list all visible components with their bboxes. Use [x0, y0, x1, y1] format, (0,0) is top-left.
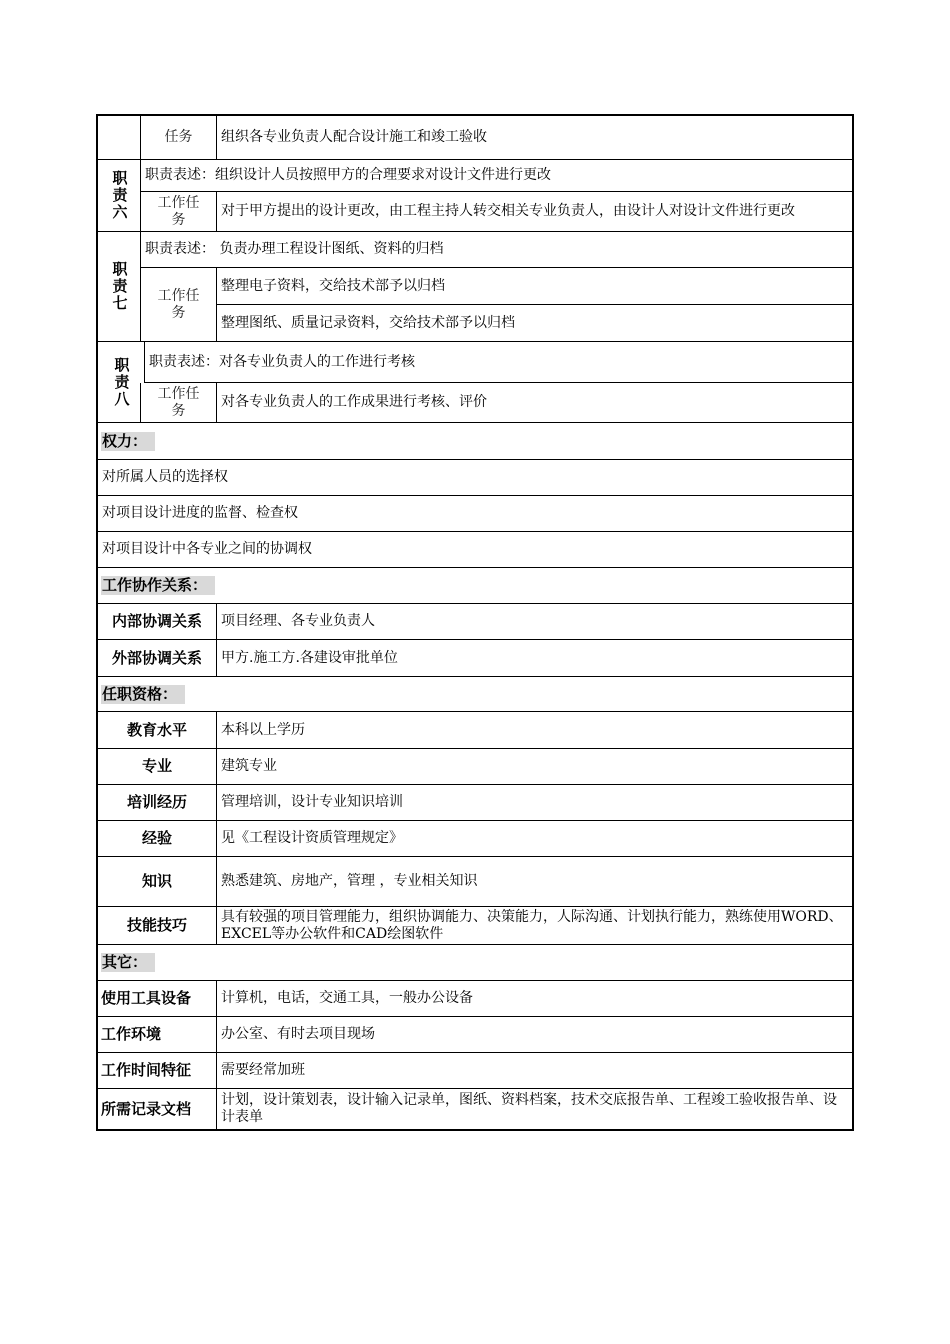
duty-8-label: 职责八 [112, 356, 130, 408]
power-item-row [98, 460, 852, 496]
duty-6-block [98, 160, 852, 232]
power-item: 对项目设计中各专业之间的协调权 [102, 541, 312, 557]
duty-task-row [98, 116, 852, 160]
other-row [98, 981, 852, 1017]
qualification-row [98, 749, 852, 785]
duty-6-task: 对于甲方提出的设计更改，由工程主持人转交相关专业负责人，由设计人对设计文件进行更改 [216, 192, 852, 231]
job-description-table [96, 114, 854, 1131]
qualification-row [98, 712, 852, 749]
qualifications-section-header [98, 677, 852, 712]
relation-row [98, 640, 852, 677]
task-text: 组织各专业负责人配合设计施工和竣工验收 [216, 116, 852, 159]
other-value: 办公室、有时去项目现场 [216, 1017, 852, 1052]
duty-8-task: 对各专业负责人的工作成果进行考核、评价 [216, 383, 852, 422]
other-section-header [98, 945, 852, 981]
other-label: 使用工具设备 [101, 990, 192, 1007]
qualification-label: 专业 [141, 758, 172, 775]
relation-value: 甲方.施工方.各建设审批单位 [216, 640, 852, 676]
other-value: 计划，设计策划表，设计输入记录单，图纸、资料档案，技术交底报告单、工程竣工验收报告单、设计表单 [216, 1089, 852, 1129]
duty-6-label: 职责六 [110, 170, 128, 221]
duty-8-desc: 职责表述：对各专业负责人的工作进行考核 [144, 342, 852, 383]
duty-7-task-2: 整理图纸、质量记录资料，交给技术部予以归档 [216, 305, 852, 341]
duty-label-empty [98, 116, 140, 159]
qualifications-title: 任职资格： [101, 685, 185, 704]
power-item-row [98, 532, 852, 568]
duty-8-block [98, 342, 852, 423]
other-row [98, 1017, 852, 1053]
other-label: 工作时间特征 [101, 1062, 192, 1079]
other-row [98, 1053, 852, 1089]
qualification-value: 建筑专业 [216, 749, 852, 784]
relation-label: 内部协调关系 [111, 613, 202, 630]
relations-title: 工作协作关系： [101, 576, 215, 595]
power-title: 权力： [101, 432, 155, 451]
qualification-label: 知识 [141, 873, 172, 890]
qualification-label: 经验 [141, 830, 172, 847]
other-value: 计算机，电话，交通工具，一般办公设备 [216, 981, 852, 1016]
relations-section-header [98, 568, 852, 604]
other-label: 所需记录文档 [101, 1100, 192, 1118]
relation-label: 外部协调关系 [111, 649, 202, 667]
qualification-value: 熟悉建筑、房地产，管理 ，专业相关知识 [216, 857, 852, 906]
qualification-row [98, 857, 852, 907]
power-item-row [98, 496, 852, 532]
power-section-header [98, 423, 852, 460]
qualification-label: 教育水平 [126, 721, 187, 739]
power-item: 对所属人员的选择权 [102, 469, 228, 485]
duty-7-block [98, 232, 852, 342]
task-label: 任务 [140, 116, 216, 159]
qualification-value: 见《工程设计资质管理规定》 [216, 821, 852, 856]
qualification-row [98, 821, 852, 857]
qualification-value: 管理培训，设计专业知识培训 [216, 785, 852, 820]
relation-value: 项目经理、各专业负责人 [216, 604, 852, 639]
duty-8-work-label: 工作任务 [140, 383, 216, 422]
other-title: 其它： [101, 953, 155, 972]
qualification-row [98, 907, 852, 945]
duty-7-task-1: 整理电子资料，交给技术部予以归档 [216, 268, 852, 305]
qualification-value: 本科以上学历 [216, 712, 852, 748]
qualification-value: 具有较强的项目管理能力，组织协调能力、决策能力，人际沟通、计划执行能力，熟练使用WORD、EXCEL等办公软件和CAD绘图软件 [216, 907, 852, 944]
duty-7-work-label: 工作任务 [140, 268, 216, 341]
power-item: 对项目设计进度的监督、检查权 [102, 505, 298, 521]
duty-6-desc: 职责表述：组织设计人员按照甲方的合理要求对设计文件进行更改 [140, 160, 852, 192]
other-row [98, 1089, 852, 1129]
duty-7-desc: 职责表述： 负责办理工程设计图纸、资料的归档 [140, 232, 852, 268]
other-label: 工作环境 [101, 1026, 162, 1043]
qualification-label: 培训经历 [126, 794, 187, 811]
other-value: 需要经常加班 [216, 1053, 852, 1088]
duty-6-work-label: 工作任务 [140, 192, 216, 231]
qualification-label: 技能技巧 [126, 917, 187, 934]
relation-row [98, 604, 852, 640]
duty-7-label: 职责七 [110, 261, 128, 312]
qualification-row [98, 785, 852, 821]
